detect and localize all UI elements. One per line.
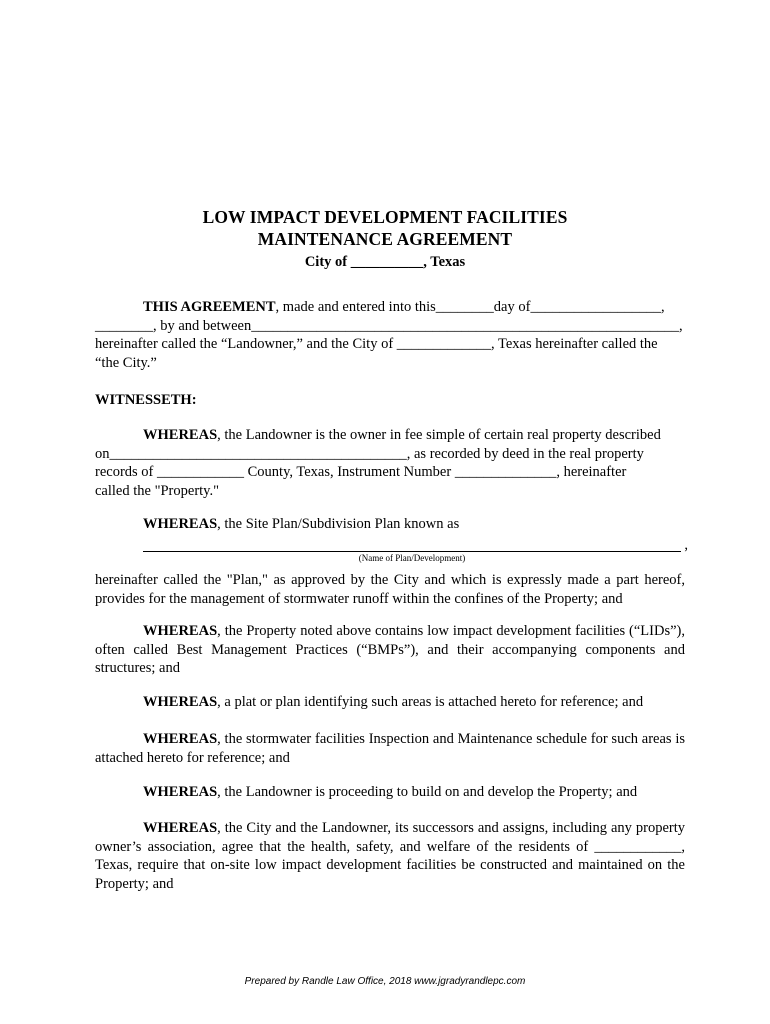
witnesseth-heading: WITNESSETH: bbox=[95, 392, 197, 408]
whereas-paragraph-3: WHEREAS, the Property noted above contains low impact development facilities (“LIDs”), often called Best Management Practices (“BMPs”), and their accompanying components and structures; and bbox=[95, 623, 685, 676]
whereas-paragraph-6: WHEREAS, the Landowner is proceeding to build on and develop the Property; and bbox=[143, 784, 638, 800]
document-title-line-2: MAINTENANCE AGREEMENT bbox=[257, 229, 513, 249]
intro-line-3: hereinafter called the “Landowner,” and the City of _____________, Texas hereinafter called the bbox=[95, 336, 658, 352]
intro-paragraph bbox=[95, 298, 685, 372]
whereas-paragraph-7: WHEREAS, the City and the Landowner, its successors and assigns, including any property owner’s association, agree that the health, safety, and welfare of the residents of ____________, Texas, require that on-site low impact development facilities be constructed and maintained on the Property; and bbox=[95, 820, 685, 892]
city-line: City of __________, Texas bbox=[304, 254, 466, 270]
intro-line-1: THIS AGREEMENT, made and entered into this________day of__________________, bbox=[143, 299, 665, 315]
whereas-paragraph-1: WHEREAS, the Landowner is the owner in fee simple of certain real property described on_________________________________________, as recorded by deed in the real property records of ____________ County, Texas, Instrument Number ______________, hereinafter called the "Property." bbox=[95, 427, 661, 499]
whereas-2-continuation: hereinafter called the "Plan," as approved by the City and which is expressly made a part hereof, provides for the management of stormwater runoff within the confines of the Property; and bbox=[95, 572, 685, 607]
whereas-paragraph-5: WHEREAS, the stormwater facilities Inspection and Maintenance schedule for such areas is attached hereto for reference; and bbox=[95, 731, 685, 766]
intro-bold: THIS AGREEMENT bbox=[143, 299, 276, 315]
whereas-paragraph-4: WHEREAS, a plat or plan identifying such areas is attached hereto for reference; and bbox=[143, 694, 644, 710]
footer-credit: Prepared by Randle Law Office, 2018 www.jgradyrandlepc.com bbox=[244, 976, 526, 987]
title-block bbox=[0, 206, 770, 273]
intro-line-4: “the City.” bbox=[95, 354, 157, 371]
plan-name-caption: (Name of Plan/Development) bbox=[358, 552, 466, 563]
document-title-line-1: LOW IMPACT DEVELOPMENT FACILITIES bbox=[202, 207, 568, 227]
intro-line-2: ________, by and between___________________________________________________________, bbox=[95, 317, 683, 334]
plan-name-line: , bbox=[143, 534, 681, 552]
whereas-paragraph-2: WHEREAS, the Site Plan/Subdivision Plan known as , (Name of Plan/Development) bbox=[143, 516, 688, 563]
